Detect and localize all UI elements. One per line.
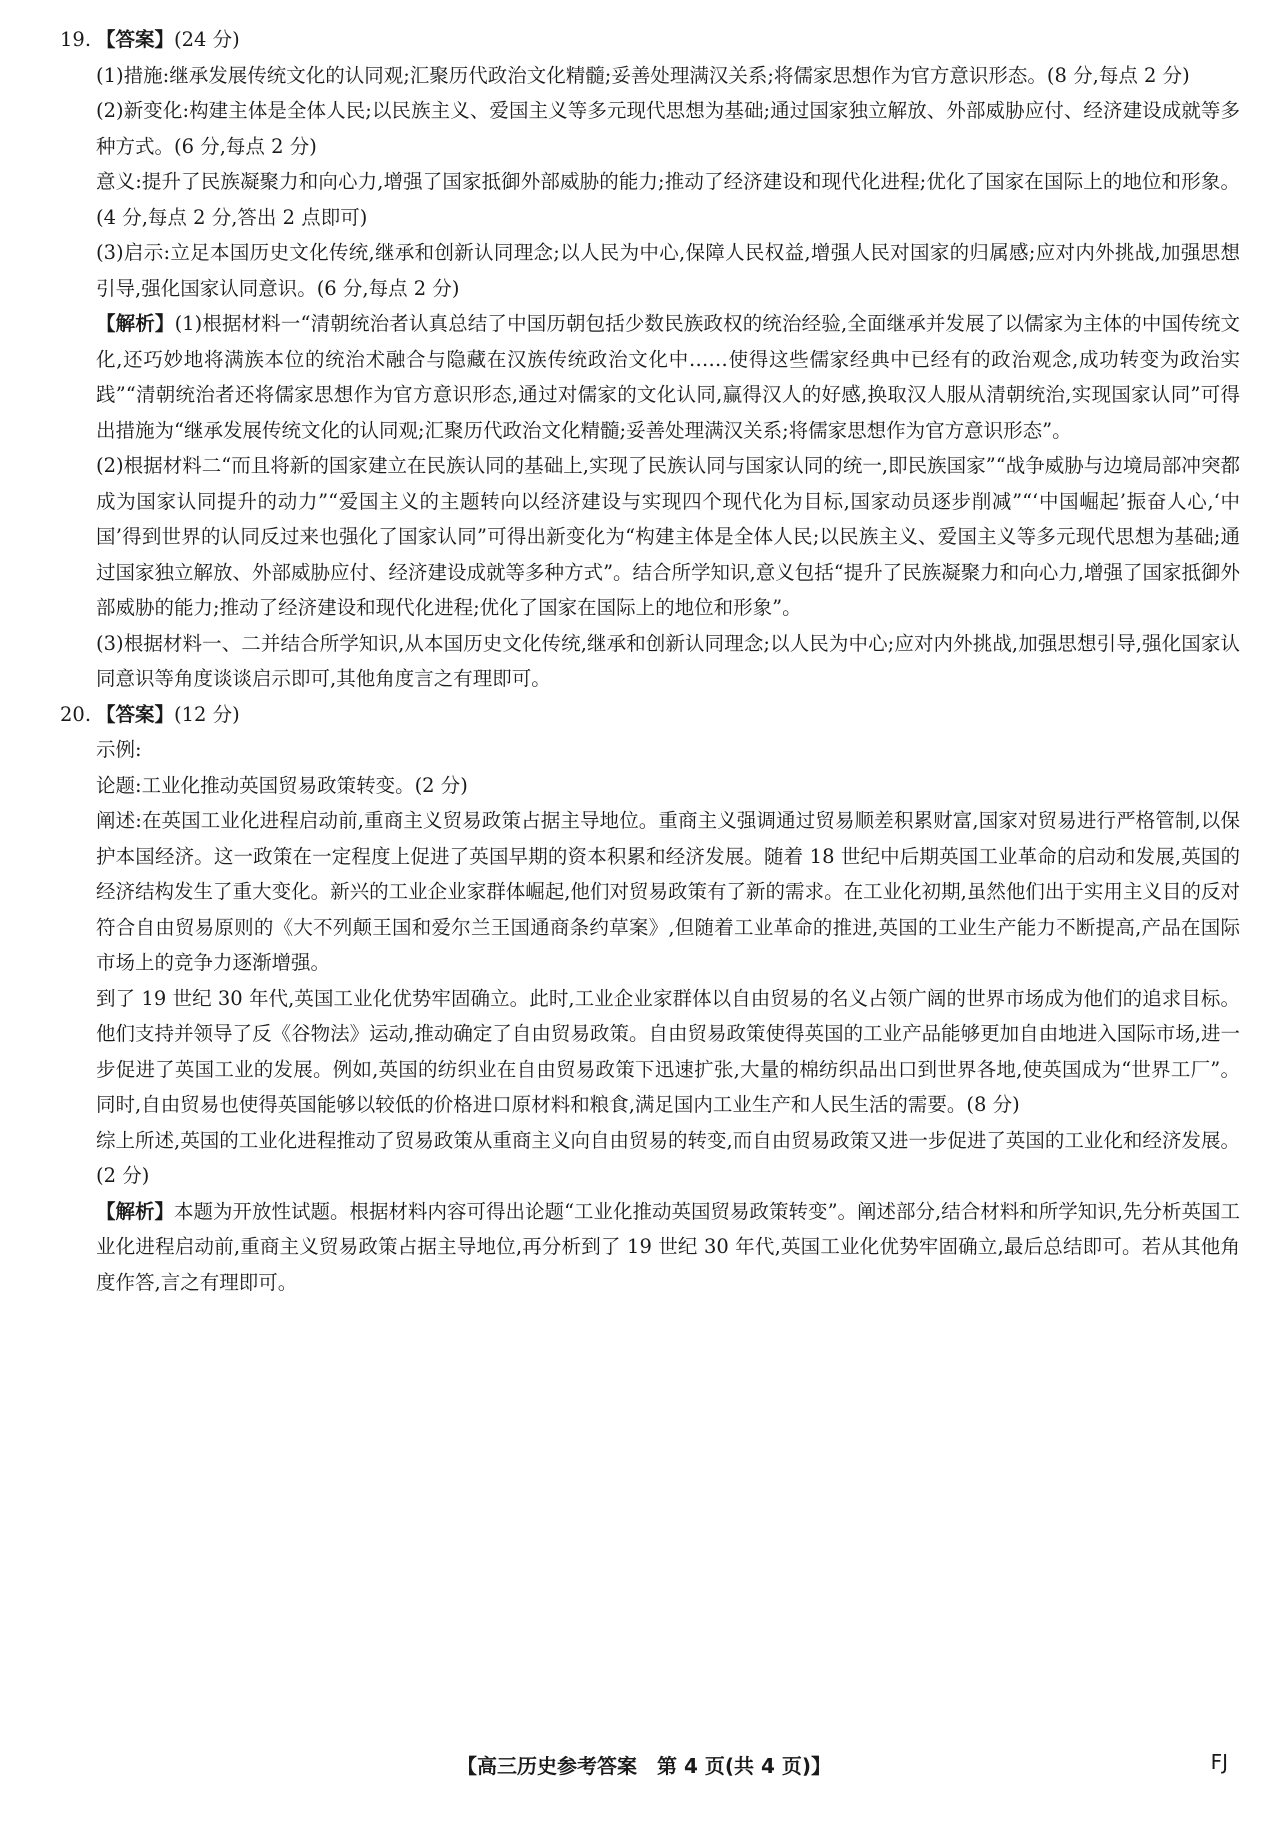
q19-analysis1 [60,306,1240,448]
q19-score: (24 分) [174,28,240,51]
q19-analysis-tag: 【解析】 [96,312,175,335]
q19-number: 19. [60,28,92,51]
q19-part2-changes: (2)新变化:构建主体是全体人民;以民族主义、爱国主义等多元现代思想为基础;通过国家独立解放、外部威胁应付、经济建设成就等多种方式。(6 分,每点 2 分) [96,99,1240,158]
q20-analysis-text: 本题为开放性试题。根据材料内容可得出论题“工业化推动英国贸易政策转变”。阐述部分,结合材料和所学知识,先分析英国工业化进程启动前,重商主义贸易政策占据主导地位,再分析到了 19 世纪 30 年代,英国工业化优势牢固确立,最后总结即可。若从其他角度作答,言之有理即可。 [96,1199,1240,1294]
q19-analysis2: (2)根据材料二“而且将新的国家建立在民族认同的基础上,实现了民族认同与国家认同的统一,即民族国家”“战争威胁与边境局部冲突都成为国家认同提升的动力”“爱国主义的主题转向以经济建设与实现四个现代化为目标,国家动员逐步削减”“‘中国崛起’振奋人心,‘中国’得到世界的认同反过来也强化了国家认同”可得出新变化为“构建主体是全体人民;以民族主义、爱国主义等多元现代思想为基础;通过国家独立解放、外部威胁应付、经济建设成就等多种方式”。结合所学知识,意义包括“提升了民族凝聚力和向心力,增强了国家抵御外部威胁的能力;推动了经济建设和现代化进程;优化了国家在国际上的地位和形象”。 [96,454,1240,619]
q20-example-label: 示例: [96,738,142,761]
q19-part3: (3)启示:立足本国历史文化传统,继承和创新认同理念;以人民为中心,保障人民权益,增强人民对国家的归属感;应对内外挑战,加强思想引导,强化国家认同意识。(6 分,每点 2 分) [96,241,1240,300]
q19-analysis1-text: (1)根据材料一“清朝统治者认真总结了中国历朝包括少数民族政权的统治经验,全面继承并发展了以儒家为主体的中国传统文化,还巧妙地将满族本位的统治术融合与隐藏在汉族传统政治文化中……使得这些儒家经典中已经有的政治观念,成功转变为政治实践”“清朝统治者还将儒家思想作为官方意识形态,通过对儒家的文化认同,赢得汉人的好感,换取汉人服从清朝统治,实现国家认同”可得出措施为“继承发展传统文化的认同观;汇聚历代政治文化精髓;妥善处理满汉关系;将儒家思想作为官方意识形态”。 [96,312,1240,442]
q19-part2-significance: 意义:提升了民族凝聚力和向心力,增强了国家抵御外部威胁的能力;推动了经济建设和现代化进程;优化了国家在国际上的地位和形象。(4 分,每点 2 分,答出 2 点即可) [96,170,1240,229]
q20-number: 20. [60,702,92,726]
q20-conclusion: 综上所述,英国的工业化进程推动了贸易政策从重商主义向自由贸易的转变,而自由贸易政策又进一步促进了英国的工业化和经济发展。(2 分) [96,1128,1240,1187]
question-20 [60,697,1240,1301]
q19-answer-tag: 【答案】 [96,28,175,51]
q20-thesis: 论题:工业化推动英国贸易政策转变。(2 分) [96,773,468,797]
q19-analysis3: (3)根据材料一、二并结合所学知识,从本国历史文化传统,继承和创新认同理念;以人民为中心;应对内外挑战,加强思想引导,强化国家认同意识等角度谈谈启示即可,其他角度言之有理即可。 [96,631,1240,690]
question-19 [60,22,1240,697]
page-content [60,22,1240,1300]
q20-body1: 阐述:在英国工业化进程启动前,重商主义贸易政策占据主导地位。重商主义强调通过贸易顺差积累财富,国家对贸易进行严格管制,以保护本国经济。这一政策在一定程度上促进了英国早期的资本积累和经济发展。随着 18 世纪中后期英国工业革命的启动和发展,英国的经济结构发生了重大变化。新兴的工业企业家群体崛起,他们对贸易政策有了新的需求。在工业化初期,虽然他们出于实用主义目的反对符合自由贸易原则的《大不列颠王国和爱尔兰王国通商条约草案》,但随着工业革命的推进,英国的工业生产能力不断提高,产品在国际市场上的竞争力逐渐增强。 [96,809,1240,974]
q20-analysis-tag: 【解析】 [96,1199,175,1223]
footer-code: FJ [1210,1750,1228,1774]
q20-heading [60,697,1240,733]
q20-score: (12 分) [174,702,240,726]
q19-part1: (1)措施:继承发展传统文化的认同观;汇聚历代政治文化精髓;妥善处理满汉关系;将儒家思想作为官方意识形态。(8 分,每点 2 分) [96,63,1190,87]
q20-analysis [60,1194,1240,1301]
page-footer: 【高三历史参考答案 第 4 页(共 4 页)】 [457,1754,831,1778]
q19-heading [60,22,1240,58]
q20-answer-tag: 【答案】 [96,702,175,726]
q20-body2: 到了 19 世纪 30 年代,英国工业化优势牢固确立。此时,工业企业家群体以自由贸易的名义占领广阔的世界市场成为他们的追求目标。他们支持并领导了反《谷物法》运动,推动确定了自由贸易政策。自由贸易政策使得英国的工业产品能够更加自由地进入国际市场,进一步促进了英国工业的发展。例如,英国的纺织业在自由贸易政策下迅速扩张,大量的棉纺织品出口到世界各地,使英国成为“世界工厂”。同时,自由贸易也使得英国能够以较低的价格进口原材料和粮食,满足国内工业生产和人民生活的需要。(8 分) [96,986,1240,1116]
